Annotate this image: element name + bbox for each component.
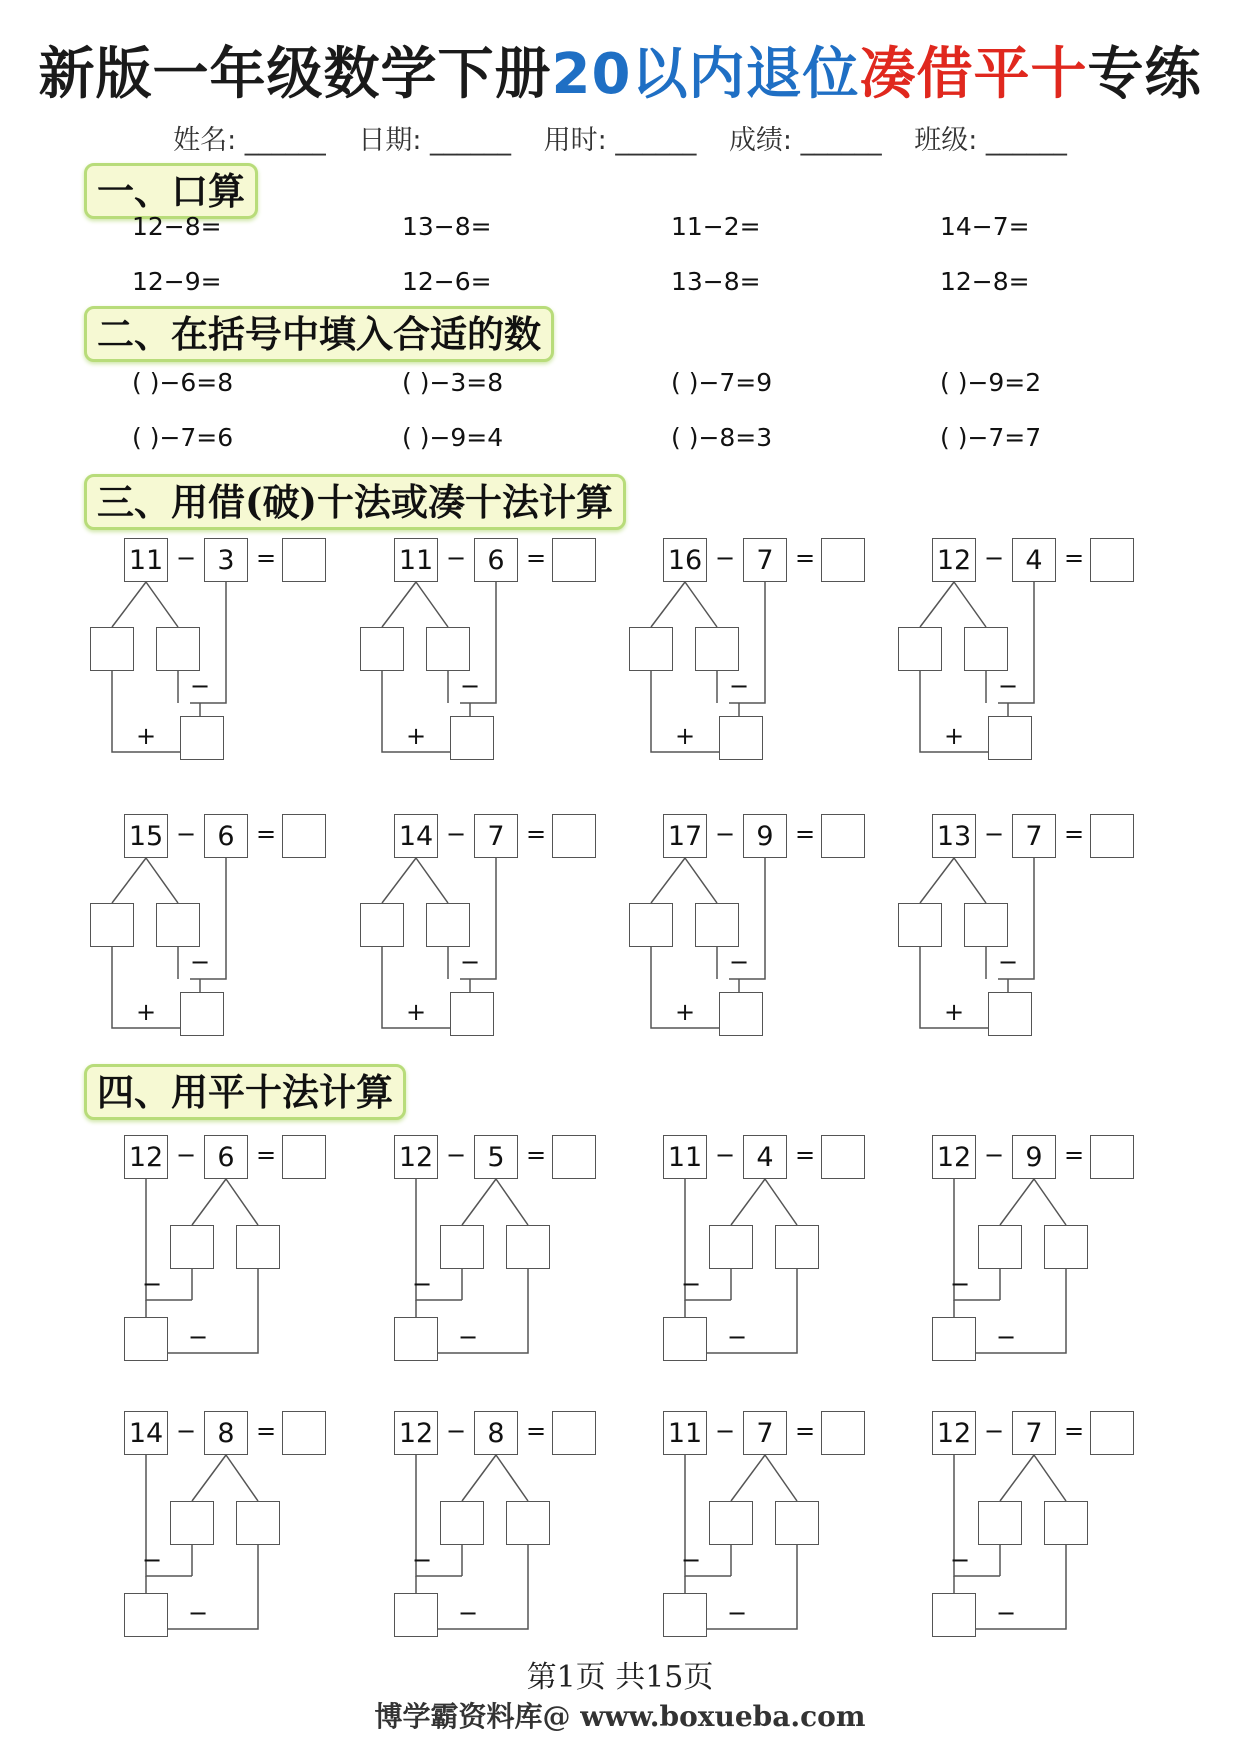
split-box[interactable] — [156, 903, 200, 947]
subtrahend-box: 5 — [474, 1135, 518, 1179]
borrow-ten-diagram — [90, 538, 350, 778]
answer-box[interactable] — [821, 1135, 865, 1179]
connector-line — [1000, 1455, 1034, 1501]
class-field[interactable]: 班级: ______ — [914, 125, 1067, 156]
minus-sign: − — [446, 1417, 467, 1445]
connector-line — [707, 1545, 797, 1629]
split-box[interactable] — [978, 1225, 1022, 1269]
connector-line — [438, 1269, 528, 1353]
minus-sign: − — [715, 820, 736, 848]
minus-sign: − — [727, 1323, 748, 1351]
intermediate-box[interactable] — [180, 716, 224, 760]
split-box[interactable] — [898, 903, 942, 947]
connector-line — [765, 1455, 797, 1501]
equals-sign: = — [795, 1417, 816, 1445]
minus-sign: − — [984, 1141, 1005, 1169]
minus-sign: − — [176, 544, 197, 572]
borrow-ten-diagram — [629, 538, 889, 778]
minus-sign: − — [176, 1417, 197, 1445]
subtrahend-box: 6 — [204, 1135, 248, 1179]
oral-problem: 12−9= — [132, 267, 222, 296]
connector-line — [496, 1179, 528, 1225]
minus-sign: − — [715, 1141, 736, 1169]
oral-problem: 13−8= — [402, 212, 492, 241]
minus-sign: − — [142, 1546, 163, 1574]
split-box[interactable] — [1044, 1501, 1088, 1545]
subtrahend-box: 8 — [474, 1411, 518, 1455]
section-3-heading: 三、用借(破)十法或凑十法计算 — [84, 474, 626, 530]
connector-line — [112, 582, 146, 627]
answer-box[interactable] — [552, 538, 596, 582]
level-ten-diagram — [392, 1411, 652, 1651]
oral-problem: 13−8= — [671, 267, 761, 296]
connector-line — [416, 582, 448, 627]
equals-sign: = — [526, 1141, 547, 1169]
intermediate-box[interactable] — [988, 992, 1032, 1036]
split-box[interactable] — [964, 627, 1008, 671]
minuend-box: 11 — [663, 1411, 707, 1455]
connector-line — [146, 858, 178, 903]
borrow-ten-diagram — [360, 538, 620, 778]
connector-line — [685, 582, 717, 627]
minus-sign: − — [446, 1141, 467, 1169]
minus-sign: − — [715, 1417, 736, 1445]
intermediate-box[interactable] — [394, 1593, 438, 1637]
split-box[interactable] — [360, 903, 404, 947]
connector-line — [920, 858, 954, 903]
subtrahend-box: 6 — [204, 814, 248, 858]
subtrahend-box: 7 — [743, 538, 787, 582]
split-box[interactable] — [695, 627, 739, 671]
minus-sign: − — [446, 820, 467, 848]
connector-line — [192, 1179, 226, 1225]
connector-line — [954, 582, 986, 627]
connector-line — [226, 1179, 258, 1225]
plus-sign: + — [675, 998, 696, 1026]
split-box[interactable] — [170, 1225, 214, 1269]
minus-sign: − — [727, 1599, 748, 1627]
split-box[interactable] — [90, 627, 134, 671]
connector-line — [192, 1455, 226, 1501]
answer-box[interactable] — [1090, 538, 1134, 582]
intermediate-box[interactable] — [180, 992, 224, 1036]
minuend-box: 15 — [124, 814, 168, 858]
answer-box[interactable] — [1090, 814, 1134, 858]
minus-sign: − — [681, 1270, 702, 1298]
title-part-3: 凑借平十 — [859, 42, 1088, 107]
split-box[interactable] — [156, 627, 200, 671]
equals-sign: = — [1064, 1141, 1085, 1169]
plus-sign: + — [406, 998, 427, 1026]
student-info-row — [0, 118, 1240, 157]
fill-blank-problem[interactable]: ( )−7=6 — [132, 423, 234, 452]
connector-line — [1000, 1179, 1034, 1225]
equals-sign: = — [795, 1141, 816, 1169]
subtrahend-box: 8 — [204, 1411, 248, 1455]
answer-box[interactable] — [282, 1135, 326, 1179]
oral-problem: 12−6= — [402, 267, 492, 296]
minuend-box: 11 — [394, 538, 438, 582]
connector-line — [1034, 1455, 1066, 1501]
intermediate-box[interactable] — [663, 1593, 707, 1637]
split-box[interactable] — [709, 1225, 753, 1269]
level-ten-diagram — [122, 1411, 382, 1651]
intermediate-box[interactable] — [719, 716, 763, 760]
answer-box[interactable] — [282, 538, 326, 582]
minus-sign: − — [984, 820, 1005, 848]
minus-sign: − — [190, 948, 211, 976]
plus-sign: + — [406, 722, 427, 750]
answer-box[interactable] — [1090, 1411, 1134, 1455]
equals-sign: = — [256, 1141, 277, 1169]
time-field[interactable]: 用时: ______ — [543, 125, 697, 156]
intermediate-box[interactable] — [450, 716, 494, 760]
answer-box[interactable] — [821, 814, 865, 858]
fill-blank-problem[interactable]: ( )−6=8 — [132, 368, 234, 397]
equals-sign: = — [1064, 820, 1085, 848]
minus-sign: − — [188, 1323, 209, 1351]
subtrahend-box: 7 — [743, 1411, 787, 1455]
minuend-box: 12 — [394, 1135, 438, 1179]
connector-line — [496, 1455, 528, 1501]
oral-problem: 14−7= — [940, 212, 1030, 241]
fill-blank-problem[interactable]: ( )−3=8 — [402, 368, 504, 397]
minus-sign: − — [681, 1546, 702, 1574]
plus-sign: + — [944, 998, 965, 1026]
split-box[interactable] — [629, 903, 673, 947]
worksheet-title — [0, 30, 1240, 110]
minuend-box: 12 — [932, 1135, 976, 1179]
minuend-box: 12 — [124, 1135, 168, 1179]
minus-sign: − — [984, 544, 1005, 572]
split-box[interactable] — [978, 1501, 1022, 1545]
minus-sign: − — [998, 948, 1019, 976]
minuend-box: 16 — [663, 538, 707, 582]
borrow-ten-diagram — [629, 814, 889, 1054]
split-box[interactable] — [775, 1225, 819, 1269]
equals-sign: = — [1064, 544, 1085, 572]
connector-line — [146, 582, 178, 627]
minuend-box: 14 — [124, 1411, 168, 1455]
minus-sign: − — [458, 1599, 479, 1627]
page-number: 第1页 共15页 — [526, 1660, 714, 1695]
subtrahend-box: 7 — [1012, 814, 1056, 858]
fill-blank-problem[interactable]: ( )−9=2 — [940, 368, 1042, 397]
split-box[interactable] — [1044, 1225, 1088, 1269]
split-box[interactable] — [236, 1501, 280, 1545]
intermediate-box[interactable] — [719, 992, 763, 1036]
connector-line — [416, 858, 448, 903]
minus-sign: − — [446, 544, 467, 572]
fill-blank-problem[interactable]: ( )−9=4 — [402, 423, 504, 452]
oral-problem: 12−8= — [940, 267, 1030, 296]
fill-blank-problem[interactable]: ( )−7=9 — [671, 368, 773, 397]
split-box[interactable] — [695, 903, 739, 947]
answer-box[interactable] — [282, 814, 326, 858]
connector-line — [462, 1455, 496, 1501]
connector-line — [1034, 1179, 1066, 1225]
minus-sign: − — [950, 1270, 971, 1298]
connector-line — [382, 582, 416, 627]
answer-box[interactable] — [552, 1411, 596, 1455]
score-field[interactable]: 成绩: ______ — [728, 125, 882, 156]
split-box[interactable] — [506, 1501, 550, 1545]
answer-box[interactable] — [821, 538, 865, 582]
minus-sign: − — [996, 1323, 1017, 1351]
subtrahend-box: 7 — [1012, 1411, 1056, 1455]
connector-line — [976, 1545, 1066, 1629]
connector-line — [976, 1269, 1066, 1353]
subtrahend-box: 4 — [743, 1135, 787, 1179]
connector-line — [707, 1269, 797, 1353]
connector-line — [731, 1179, 765, 1225]
minuend-box: 12 — [932, 1411, 976, 1455]
split-box[interactable] — [236, 1225, 280, 1269]
connector-line — [954, 858, 986, 903]
subtrahend-box: 6 — [474, 538, 518, 582]
connector-line — [765, 1179, 797, 1225]
equals-sign: = — [795, 544, 816, 572]
split-box[interactable] — [964, 903, 1008, 947]
name-field[interactable]: 姓名: ______ — [173, 125, 326, 156]
date-field[interactable]: 日期: ______ — [358, 125, 512, 156]
plus-sign: + — [136, 722, 157, 750]
answer-box[interactable] — [552, 1135, 596, 1179]
split-box[interactable] — [90, 903, 134, 947]
intermediate-box[interactable] — [450, 992, 494, 1036]
intermediate-box[interactable] — [663, 1317, 707, 1361]
minus-sign: − — [190, 672, 211, 700]
connector-line — [438, 1545, 528, 1629]
level-ten-diagram — [661, 1135, 921, 1375]
minus-sign: − — [460, 948, 481, 976]
split-box[interactable] — [629, 627, 673, 671]
equals-sign: = — [256, 820, 277, 848]
minus-sign: − — [176, 820, 197, 848]
oral-problem: 12−8= — [132, 212, 222, 241]
connector-line — [112, 858, 146, 903]
minus-sign: − — [950, 1546, 971, 1574]
minus-sign: − — [412, 1270, 433, 1298]
intermediate-box[interactable] — [932, 1317, 976, 1361]
minus-sign: − — [998, 672, 1019, 700]
subtrahend-box: 3 — [204, 538, 248, 582]
equals-sign: = — [526, 820, 547, 848]
connector-line — [382, 858, 416, 903]
subtrahend-box: 4 — [1012, 538, 1056, 582]
split-box[interactable] — [506, 1225, 550, 1269]
minus-sign: − — [984, 1417, 1005, 1445]
level-ten-diagram — [122, 1135, 382, 1375]
title-part-1: 新版一年级数学下册 — [38, 42, 552, 107]
section-1-heading: 一、口算 — [84, 163, 258, 219]
split-box[interactable] — [426, 903, 470, 947]
intermediate-box[interactable] — [124, 1317, 168, 1361]
connector-line — [920, 582, 954, 627]
plus-sign: + — [944, 722, 965, 750]
source-watermark: 博学霸资料库@ www.boxueba.com — [374, 1700, 866, 1733]
answer-box[interactable] — [552, 814, 596, 858]
minus-sign: − — [412, 1546, 433, 1574]
plus-sign: + — [136, 998, 157, 1026]
minuend-box: 12 — [932, 538, 976, 582]
title-part-2: 20以内退位 — [551, 42, 860, 107]
split-box[interactable] — [440, 1225, 484, 1269]
split-box[interactable] — [170, 1501, 214, 1545]
section-2-heading: 二、在括号中填入合适的数 — [84, 306, 554, 362]
intermediate-box[interactable] — [932, 1593, 976, 1637]
split-box[interactable] — [360, 627, 404, 671]
split-box[interactable] — [709, 1501, 753, 1545]
split-box[interactable] — [426, 627, 470, 671]
intermediate-box[interactable] — [394, 1317, 438, 1361]
connector-line — [168, 1545, 258, 1629]
borrow-ten-diagram — [898, 814, 1158, 1054]
minuend-box: 11 — [663, 1135, 707, 1179]
split-box[interactable] — [898, 627, 942, 671]
borrow-ten-diagram — [898, 538, 1158, 778]
minus-sign: − — [458, 1323, 479, 1351]
equals-sign: = — [526, 1417, 547, 1445]
minuend-box: 12 — [394, 1411, 438, 1455]
minus-sign: − — [715, 544, 736, 572]
minus-sign: − — [188, 1599, 209, 1627]
answer-box[interactable] — [282, 1411, 326, 1455]
fill-blank-problem[interactable]: ( )−8=3 — [671, 423, 773, 452]
level-ten-diagram — [392, 1135, 652, 1375]
section-4-heading: 四、用平十法计算 — [84, 1064, 406, 1120]
equals-sign: = — [526, 544, 547, 572]
minuend-box: 11 — [124, 538, 168, 582]
connector-line — [168, 1269, 258, 1353]
level-ten-diagram — [930, 1135, 1190, 1375]
minuend-box: 14 — [394, 814, 438, 858]
connector-line — [226, 1455, 258, 1501]
level-ten-diagram — [930, 1411, 1190, 1651]
fill-blank-problem[interactable]: ( )−7=7 — [940, 423, 1042, 452]
connector-line — [651, 582, 685, 627]
title-part-4: 专练 — [1087, 42, 1202, 107]
subtrahend-box: 7 — [474, 814, 518, 858]
subtrahend-box: 9 — [1012, 1135, 1056, 1179]
minuend-box: 17 — [663, 814, 707, 858]
split-box[interactable] — [440, 1501, 484, 1545]
borrow-ten-diagram — [360, 814, 620, 1054]
subtrahend-box: 9 — [743, 814, 787, 858]
borrow-ten-diagram — [90, 814, 350, 1054]
split-box[interactable] — [775, 1501, 819, 1545]
intermediate-box[interactable] — [988, 716, 1032, 760]
minus-sign: − — [996, 1599, 1017, 1627]
plus-sign: + — [675, 722, 696, 750]
level-ten-diagram — [661, 1411, 921, 1651]
answer-box[interactable] — [1090, 1135, 1134, 1179]
connector-line — [685, 858, 717, 903]
connector-line — [462, 1179, 496, 1225]
minus-sign: − — [176, 1141, 197, 1169]
equals-sign: = — [795, 820, 816, 848]
intermediate-box[interactable] — [124, 1593, 168, 1637]
connector-line — [731, 1455, 765, 1501]
equals-sign: = — [1064, 1417, 1085, 1445]
equals-sign: = — [256, 544, 277, 572]
oral-problem: 11−2= — [671, 212, 761, 241]
connector-line — [651, 858, 685, 903]
minus-sign: − — [729, 672, 750, 700]
minus-sign: − — [729, 948, 750, 976]
answer-box[interactable] — [821, 1411, 865, 1455]
minus-sign: − — [460, 672, 481, 700]
minus-sign: − — [142, 1270, 163, 1298]
minuend-box: 13 — [932, 814, 976, 858]
equals-sign: = — [256, 1417, 277, 1445]
